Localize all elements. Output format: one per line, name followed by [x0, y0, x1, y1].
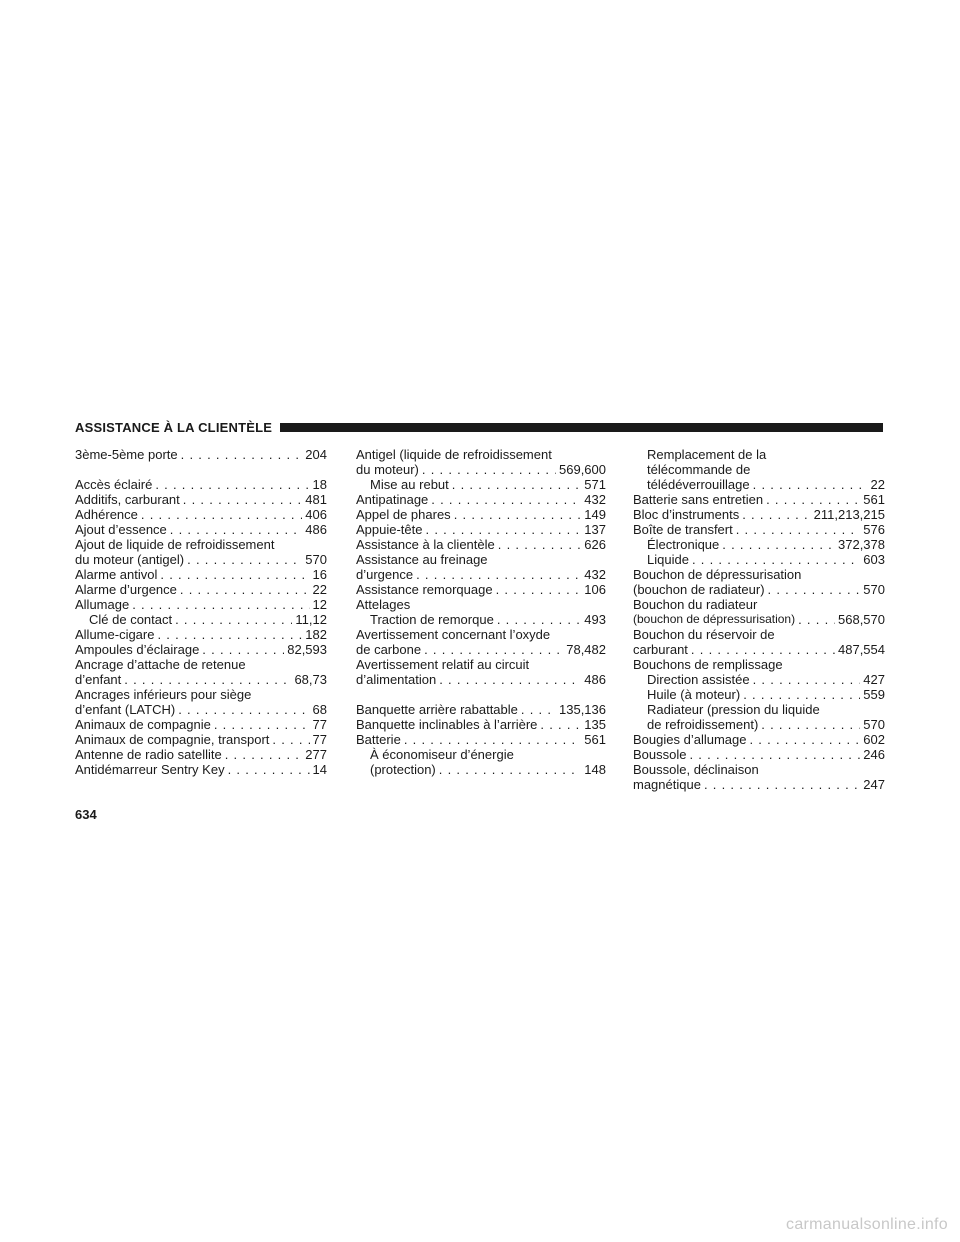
dot-leader [170, 522, 303, 537]
entry-text: Boîte de transfert [633, 522, 733, 537]
dot-leader [497, 612, 581, 627]
entry-page: 602 [863, 732, 885, 747]
index-entry [633, 537, 885, 552]
dot-leader [452, 477, 582, 492]
entry-text: Assistance remorquage [356, 582, 493, 597]
entry-text: Bougies d’allumage [633, 732, 747, 747]
dot-leader [704, 777, 860, 792]
entry-text: Traction de remorque [370, 612, 494, 627]
index-entry [633, 732, 885, 747]
index-entry [356, 537, 606, 552]
entry-page: 486 [305, 522, 327, 537]
index-entry [356, 732, 606, 747]
entry-text: Bouchon du radiateur [633, 597, 758, 612]
entry-text: Bouchon du réservoir de [633, 627, 775, 642]
entry-page: 571 [584, 477, 606, 492]
dot-leader [187, 552, 302, 567]
index-entry-line [356, 747, 606, 762]
index-entry [75, 507, 327, 522]
entry-page: 247 [863, 777, 885, 792]
entry-page: 149 [584, 507, 606, 522]
index-entry [75, 612, 327, 627]
dot-leader [498, 537, 582, 552]
dot-leader [454, 507, 582, 522]
index-entry [633, 552, 885, 567]
entry-page: 432 [584, 492, 606, 507]
index-column-3 [633, 447, 885, 792]
dot-leader [722, 537, 835, 552]
entry-page: 559 [863, 687, 885, 702]
entry-text: Remplacement de la [647, 447, 767, 462]
index-entry [75, 747, 327, 762]
index-entry [356, 507, 606, 522]
index-entry [633, 492, 885, 507]
entry-text: Additifs, carburant [75, 492, 180, 507]
dot-leader [766, 492, 860, 507]
dot-leader [691, 642, 835, 657]
entry-text: Attelages [356, 597, 411, 612]
entry-text: Banquette arrière rabattable [356, 702, 518, 717]
index-entry [356, 612, 606, 627]
dot-leader [431, 492, 581, 507]
dot-leader [228, 762, 310, 777]
entry-text: À économiseur d’énergie [370, 747, 514, 762]
dot-leader [124, 672, 291, 687]
entry-page: 406 [305, 507, 327, 522]
entry-text: Antipatinage [356, 492, 429, 507]
dot-leader [692, 552, 860, 567]
index-entry [356, 717, 606, 732]
entry-page: 569,600 [559, 462, 606, 477]
dot-leader [761, 717, 860, 732]
entry-text: Batterie [356, 732, 401, 747]
index-entry-line [75, 537, 327, 552]
index-entry [356, 702, 606, 717]
index-entry-line [75, 687, 327, 702]
entry-text: Banquette inclinables à l’arrière [356, 717, 538, 732]
index-entry [75, 597, 327, 612]
entry-text: Assistance au freinage [356, 552, 488, 567]
index-entry [356, 642, 606, 657]
index-entry [75, 492, 327, 507]
index-entry [75, 642, 327, 657]
dot-leader [753, 477, 868, 492]
index-entry-line [356, 657, 606, 672]
index-entry-line [633, 627, 885, 642]
entry-text: Assistance à la clientèle [356, 537, 495, 552]
index-column-2 [356, 447, 606, 777]
dot-leader [439, 762, 582, 777]
entry-page: 481 [305, 492, 327, 507]
entry-page: 568,570 [838, 612, 885, 627]
dot-leader [225, 747, 303, 762]
index-entry [633, 642, 885, 657]
entry-page: 561 [584, 732, 606, 747]
index-entry [75, 477, 327, 492]
entry-page: 570 [863, 717, 885, 732]
entry-text: Boussole [633, 747, 687, 762]
dot-leader [426, 522, 582, 537]
entry-text: Ampoules d’éclairage [75, 642, 200, 657]
dot-leader [416, 567, 581, 582]
entry-text: carburant [633, 642, 688, 657]
index-column-1 [75, 447, 327, 777]
index-entry [356, 582, 606, 597]
index-entry [356, 567, 606, 582]
entry-page: 18 [312, 477, 327, 492]
dot-leader [155, 477, 309, 492]
index-entry [356, 672, 606, 687]
entry-text: Allumage [75, 597, 130, 612]
index-entry-line [633, 462, 885, 477]
dot-leader [132, 597, 309, 612]
entry-page: 561 [863, 492, 885, 507]
entry-text: d’alimentation [356, 672, 437, 687]
entry-text: (bouchon de radiateur) [633, 582, 765, 597]
entry-text: Avertissement concernant l’oxyde [356, 627, 551, 642]
dot-leader [422, 462, 556, 477]
index-entry-line [633, 702, 885, 717]
entry-page: 82,593 [287, 642, 327, 657]
entry-page: 570 [863, 582, 885, 597]
index-entry [356, 477, 606, 492]
entry-text: Bloc d’instruments [633, 507, 740, 522]
entry-page: 204 [305, 447, 327, 462]
entry-page: 22 [870, 477, 885, 492]
index-entry [356, 492, 606, 507]
entry-text: Alarme antivol [75, 567, 158, 582]
entry-text: Boussole, déclinaison [633, 762, 759, 777]
index-entry-line [633, 567, 885, 582]
dot-leader [540, 717, 581, 732]
dot-leader [424, 642, 563, 657]
index-entry [75, 627, 327, 642]
entry-page: 486 [584, 672, 606, 687]
index-entry-line [633, 597, 885, 612]
entry-text: Accès éclairé [75, 477, 153, 492]
index-entry [75, 522, 327, 537]
index-entry [633, 522, 885, 537]
entry-text: Antidémarreur Sentry Key [75, 762, 225, 777]
entry-text: Batterie sans entretien [633, 492, 764, 507]
index-entry [75, 732, 327, 747]
index-entry-line [75, 657, 327, 672]
entry-text: télécommande de [647, 462, 751, 477]
entry-text: Huile (à moteur) [647, 687, 741, 702]
index-entry [75, 672, 327, 687]
index-entry-line [356, 552, 606, 567]
dot-leader [736, 522, 861, 537]
entry-text: du moteur (antigel) [75, 552, 185, 567]
index-entry [633, 672, 885, 687]
entry-text: Antenne de radio satellite [75, 747, 222, 762]
entry-text: 3ème-5ème porte [75, 447, 178, 462]
header-rule [280, 423, 883, 432]
index-entry-line [356, 597, 606, 612]
dot-leader [180, 582, 310, 597]
entry-page: 77 [312, 732, 327, 747]
entry-page: 182 [305, 627, 327, 642]
entry-text: (bouchon de dépressurisation) [633, 612, 796, 626]
entry-page: 211,213,215 [813, 507, 885, 522]
entry-page: 493 [584, 612, 606, 627]
index-entry-line [633, 447, 885, 462]
index-entry [75, 702, 327, 717]
entry-text: magnétique [633, 777, 701, 792]
entry-page: 68,73 [294, 672, 327, 687]
dot-leader [272, 732, 309, 747]
entry-page: 77 [312, 717, 327, 732]
entry-text: Radiateur (pression du liquide [647, 702, 820, 717]
dot-leader [183, 492, 303, 507]
entry-text: Alarme d’urgence [75, 582, 177, 597]
watermark: carmanualsonline.info [786, 1216, 948, 1233]
entry-text: du moteur) [356, 462, 419, 477]
index-entry [633, 612, 885, 627]
index-entry [633, 507, 885, 522]
index-entry [633, 747, 885, 762]
entry-text: Animaux de compagnie [75, 717, 211, 732]
index-entry [356, 462, 606, 477]
entry-page: 148 [584, 762, 606, 777]
dot-leader [743, 687, 860, 702]
index-entry [633, 687, 885, 702]
entry-page: 12 [312, 597, 327, 612]
entry-text: d’enfant [75, 672, 122, 687]
index-entry [75, 552, 327, 567]
entry-text: Ancrages inférieurs pour siège [75, 687, 252, 702]
entry-text: Ajout d’essence [75, 522, 167, 537]
entry-page: 135 [584, 717, 606, 732]
index-entry [633, 582, 885, 597]
section-header [75, 417, 883, 437]
dot-leader [141, 507, 302, 522]
index-entry [356, 762, 606, 777]
dot-leader [175, 612, 292, 627]
entry-page: 22 [312, 582, 327, 597]
entry-text: Appel de phares [356, 507, 451, 522]
index-entry-line [356, 447, 606, 462]
index-entry-line [633, 762, 885, 777]
entry-text: Ajout de liquide de refroidissement [75, 537, 275, 552]
dot-leader [768, 582, 861, 597]
index-entry [75, 717, 327, 732]
entry-text: Animaux de compagnie, transport [75, 732, 270, 747]
entry-page: 106 [584, 582, 606, 597]
entry-text: Direction assistée [647, 672, 750, 687]
entry-text: Ancrage d’attache de retenue [75, 657, 246, 672]
index-entry-line [356, 627, 606, 642]
entry-page: 135,136 [559, 702, 606, 717]
entry-text: Électronique [647, 537, 720, 552]
entry-text: Bouchons de remplissage [633, 657, 783, 672]
entry-page: 16 [312, 567, 327, 582]
dot-leader [178, 702, 309, 717]
index-entry [75, 762, 327, 777]
entry-text: Adhérence [75, 507, 138, 522]
entry-text: Mise au rebut [370, 477, 449, 492]
entry-text: Allume-cigare [75, 627, 155, 642]
entry-text: (protection) [370, 762, 436, 777]
index-entry [75, 447, 327, 462]
dot-leader [181, 447, 303, 462]
entry-text: d’enfant (LATCH) [75, 702, 176, 717]
entry-page: 277 [305, 747, 327, 762]
entry-page: 576 [863, 522, 885, 537]
dot-leader [202, 642, 284, 657]
section-title: ASSISTANCE À LA CLIENTÈLE [75, 419, 273, 435]
entry-text: Antigel (liquide de refroidissement [356, 447, 552, 462]
index-entry [75, 567, 327, 582]
dot-leader [404, 732, 581, 747]
entry-page: 68 [312, 702, 327, 717]
entry-text: télédéverrouillage [647, 477, 750, 492]
entry-text: Avertissement relatif au circuit [356, 657, 530, 672]
index-entry [633, 777, 885, 792]
entry-page: 11,12 [295, 612, 327, 627]
index-entry [75, 582, 327, 597]
dot-leader [439, 672, 581, 687]
dot-leader [157, 627, 302, 642]
entry-page: 427 [863, 672, 885, 687]
entry-page: 137 [584, 522, 606, 537]
entry-text: Appuie-tête [356, 522, 423, 537]
entry-page: 626 [584, 537, 606, 552]
page-number: 634 [75, 807, 97, 822]
entry-page: 78,482 [566, 642, 606, 657]
dot-leader [798, 612, 835, 627]
entry-page: 487,554 [838, 642, 885, 657]
entry-page: 432 [584, 567, 606, 582]
entry-text: Bouchon de dépressurisation [633, 567, 802, 582]
entry-page: 570 [305, 552, 327, 567]
index-entry [356, 522, 606, 537]
dot-leader [160, 567, 309, 582]
index-entry [633, 477, 885, 492]
dot-leader [689, 747, 860, 762]
entry-page: 372,378 [838, 537, 885, 552]
dot-leader [749, 732, 860, 747]
entry-text: d’urgence [356, 567, 414, 582]
index-entry-line [633, 657, 885, 672]
dot-leader [742, 507, 810, 522]
index-entry [633, 717, 885, 732]
dot-leader [521, 702, 556, 717]
entry-page: 14 [312, 762, 327, 777]
dot-leader [753, 672, 861, 687]
dot-leader [214, 717, 310, 732]
entry-text: Liquide [647, 552, 689, 567]
dot-leader [496, 582, 582, 597]
entry-text: de carbone [356, 642, 422, 657]
entry-text: de refroidissement) [647, 717, 759, 732]
entry-text: Clé de contact [89, 612, 173, 627]
entry-page: 246 [863, 747, 885, 762]
entry-page: 603 [863, 552, 885, 567]
